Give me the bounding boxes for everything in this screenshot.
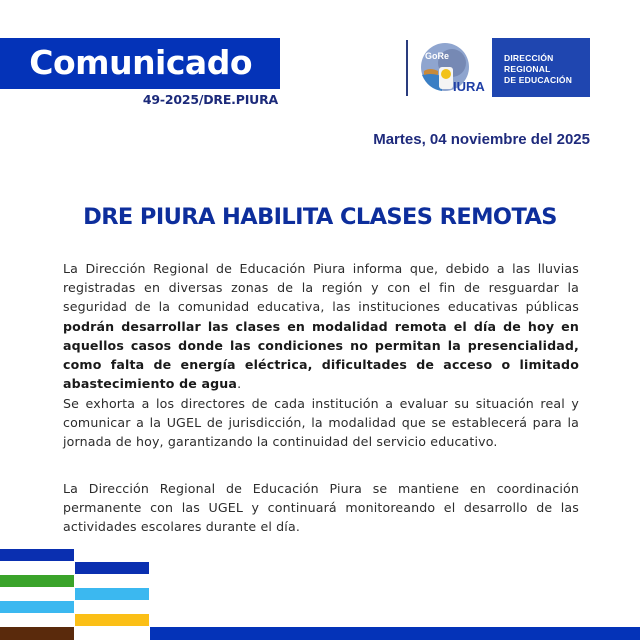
stripe-green <box>0 575 74 587</box>
gore-piura-logo <box>420 41 486 97</box>
stripe-light-blue-2 <box>0 601 74 613</box>
headline: DRE PIURA HABILITA CLASES REMOTAS <box>83 204 557 230</box>
dre-institution-box <box>492 38 590 97</box>
stripe-brown <box>0 627 74 640</box>
paragraph-1-end: . <box>237 376 242 392</box>
header-divider <box>406 40 408 96</box>
institution-line-3: DE EDUCACIÓN <box>504 75 573 85</box>
paragraph-1 <box>63 259 579 393</box>
paragraph-1-intro: La Dirección Regional de Educación Piura informa que, debido a las lluvias registradas en diversas zonas de la región y con el fin de resguardar la seguridad de la comunidad educativa, las instituciones educativas públicas <box>63 261 579 315</box>
title-banner <box>0 38 280 89</box>
gore-piura-logo-icon <box>420 41 486 97</box>
stripe-light-blue-1 <box>75 588 149 600</box>
institution-line-2: REGIONAL <box>504 64 551 74</box>
paragraph-2: Se exhorta a los directores de cada institución a evaluar su situación real y comunicar a la UGEL de jurisdicción, la modalidad que se establecerá para la jornada de hoy, garantizando la continuidad del servicio educativo. <box>63 396 579 450</box>
paragraph-1-bold: podrán desarrollar las clases en modalidad remota el día de hoy en aquellos casos donde las condiciones no permitan la presencialidad, como falta de energía eléctrica, dificultades de acceso o limitado abastecimiento de agua <box>63 318 579 392</box>
publication-date: Martes, 04 noviembre del 2025 <box>373 131 590 148</box>
footer-bar <box>150 627 640 640</box>
paragraph-3: La Dirección Regional de Educación Piura se mantiene en coordinación permanente con las UGEL y continuará monitoreando el desarrollo de las actividades escolares durante el día. <box>63 481 579 535</box>
stripe-blue-1 <box>0 549 74 561</box>
institution-line-1: DIRECCIÓN <box>504 53 554 63</box>
svg-text:GoRe: GoRe <box>425 51 450 61</box>
stripe-yellow <box>75 614 149 626</box>
stripe-blue-2 <box>75 562 149 574</box>
communique-number: 49-2025/DRE.PIURA <box>142 92 278 107</box>
svg-text:IURA: IURA <box>453 79 485 94</box>
page-title: Comunicado <box>29 43 252 82</box>
